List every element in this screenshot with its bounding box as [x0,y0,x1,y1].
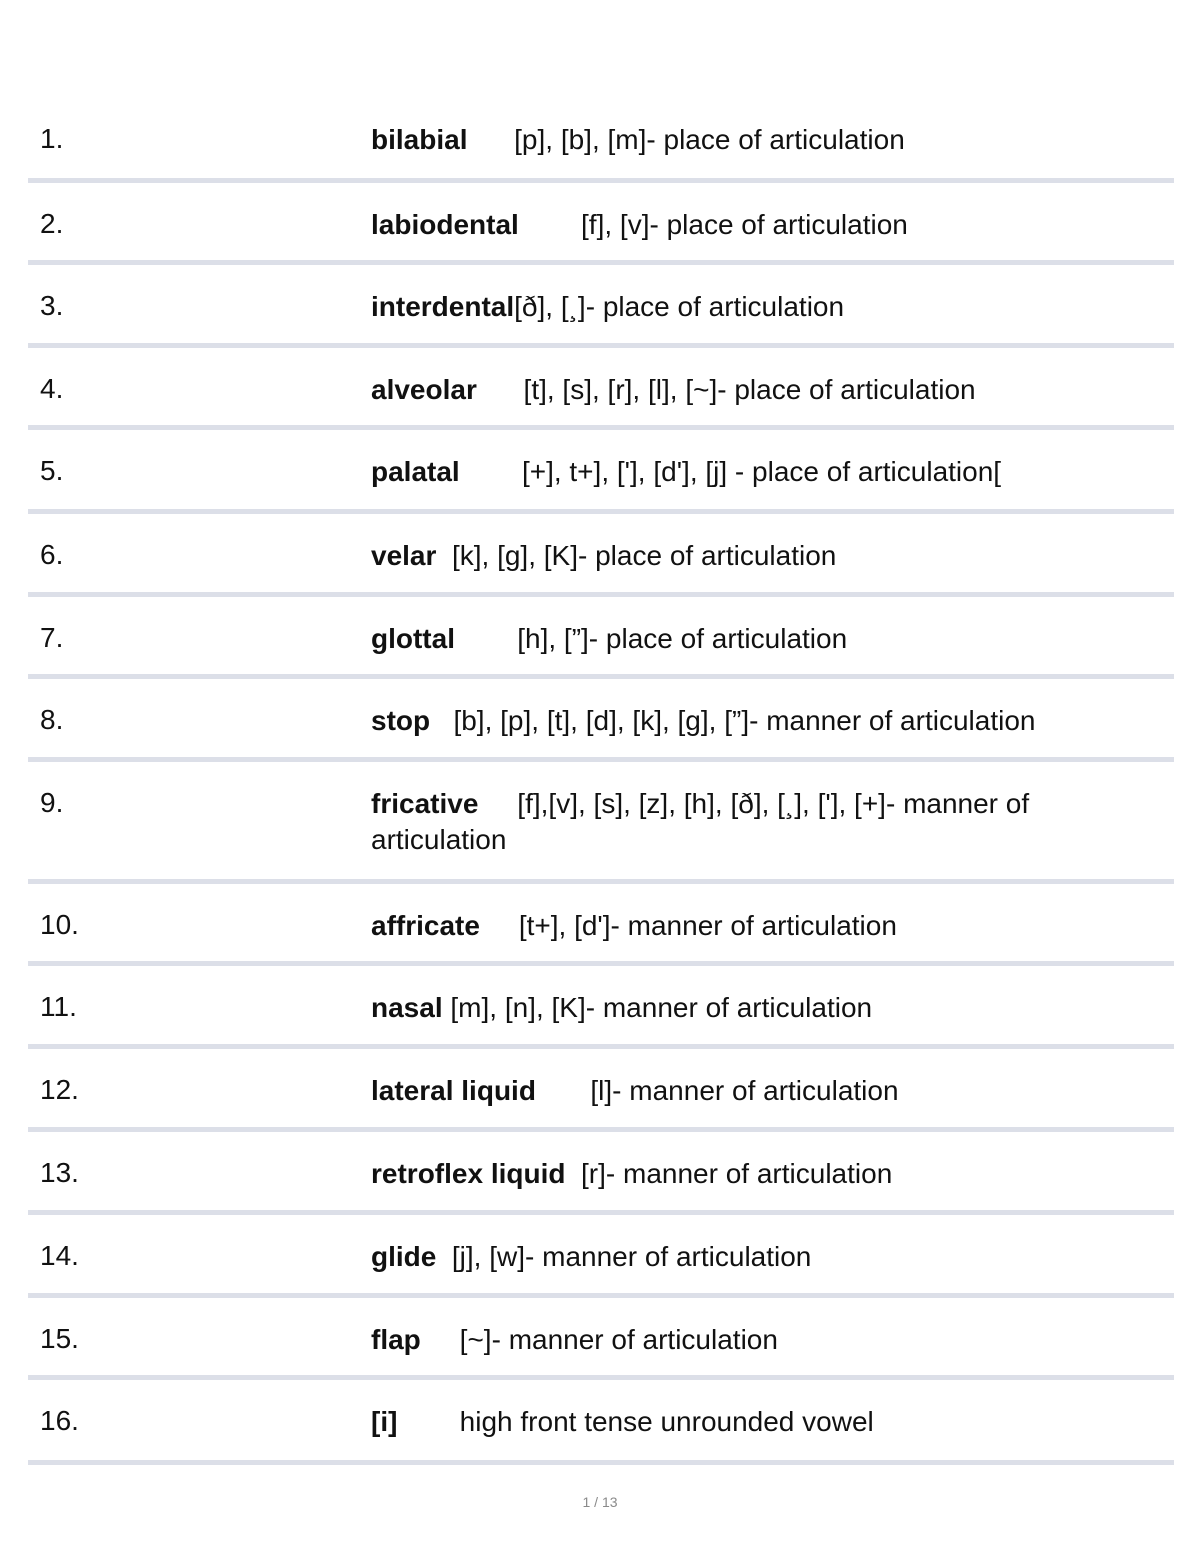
card-number: 8. [40,704,64,735]
page-indicator: 1 / 13 [582,1494,618,1510]
card-definition: [t], [s], [r], [l], [~]- place of articulation [476,374,976,405]
card-definition: [f],[v], [s], [z], [h], [ð], [¸], ['], [+]- manner of articulation [371,788,1037,855]
card-content [371,1239,1134,1275]
card-number: 16. [40,1405,79,1436]
card-number: 13. [40,1157,79,1188]
card-term: interdental [371,291,515,322]
card-content [371,786,1134,858]
card-definition: high front tense unrounded vowel [397,1406,874,1437]
flashcard-row[interactable] [28,597,1174,679]
card-content [371,1156,1134,1192]
card-content [371,703,1134,739]
card-definition: [b], [p], [t], [d], [k], [g], [”]- manner of articulation [430,705,1036,736]
card-content [371,908,1134,944]
card-content [371,289,1134,325]
card-number: 12. [40,1074,79,1105]
card-content [371,1073,1134,1109]
card-term: velar [371,540,437,571]
card-definition: [ð], [¸]- place of articulation [514,291,845,322]
card-content [371,454,1134,490]
card-term: affricate [371,910,480,941]
flashcard-row[interactable] [28,679,1174,762]
card-number: 5. [40,455,64,486]
card-content [371,621,1134,657]
card-term: palatal [371,456,460,487]
card-content [371,1404,1134,1440]
card-number: 6. [40,539,64,570]
flashcard-row[interactable] [28,183,1174,265]
card-term: nasal [371,992,443,1023]
card-term: fricative [371,788,479,819]
card-term: bilabial [371,124,468,155]
card-number: 14. [40,1240,79,1271]
flashcard-row[interactable] [28,1215,1174,1298]
flashcard-row[interactable] [28,966,1174,1049]
card-content [371,990,1134,1026]
card-definition: [j], [w]- manner of articulation [436,1241,812,1272]
flashcard-row[interactable] [28,348,1174,430]
card-content [371,372,1134,408]
card-number: 7. [40,622,64,653]
card-term: labiodental [371,209,519,240]
card-definition: [~]- manner of articulation [420,1324,778,1355]
card-number: 10. [40,909,79,940]
flashcard-row[interactable] [28,1049,1174,1132]
card-number: 15. [40,1323,79,1354]
flashcard-row[interactable] [28,430,1174,514]
flashcard-row[interactable] [28,1298,1174,1380]
card-definition: [+], t+], ['], [d'], [j] - place of articulation[ [459,456,1002,487]
card-term: glottal [371,623,455,654]
card-definition: [k], [g], [K]- place of articulation [436,540,837,571]
flashcard-row[interactable] [28,1132,1174,1215]
card-term: glide [371,1241,437,1272]
card-definition: [l]- manner of articulation [535,1075,899,1106]
card-term: retroflex liquid [371,1158,566,1189]
card-number: 2. [40,208,64,239]
card-term: flap [371,1324,421,1355]
card-content [371,538,1134,574]
card-definition: [f], [v]- place of articulation [518,209,908,240]
flashcard-row[interactable] [28,514,1174,597]
flashcard-row[interactable] [28,265,1174,348]
card-content [371,207,1134,243]
card-definition: [t+], [d']- manner of articulation [479,910,897,941]
card-definition: [r]- manner of articulation [565,1158,893,1189]
card-definition: [p], [b], [m]- place of articulation [467,124,905,155]
card-number: 9. [40,787,64,818]
flashcard-row[interactable] [28,762,1174,884]
card-number: 11. [40,991,77,1022]
card-number: 4. [40,373,64,404]
flashcard-row[interactable] [28,98,1174,183]
card-term: [i] [371,1406,398,1437]
card-number: 1. [40,123,64,154]
card-content [371,122,1134,158]
card-term: lateral liquid [371,1075,536,1106]
flashcard-row[interactable] [28,884,1174,966]
flashcard-row[interactable] [28,1380,1174,1465]
card-content [371,1322,1134,1358]
card-term: stop [371,705,431,736]
card-definition: [m], [n], [K]- manner of articulation [442,992,873,1023]
card-number: 3. [40,290,64,321]
flashcard-list [28,98,1174,1465]
card-term: alveolar [371,374,477,405]
card-definition: [h], [”]- place of articulation [455,623,848,654]
